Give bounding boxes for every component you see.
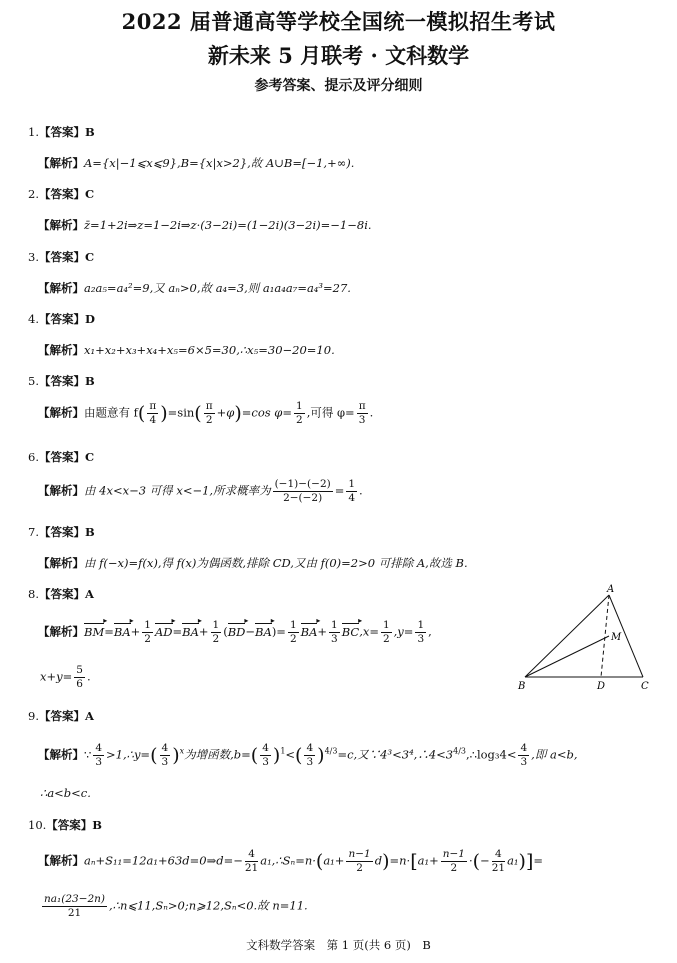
q7-answer: 7.【答案】B: [28, 525, 95, 539]
q5-answer: 5.【答案】B: [28, 374, 95, 388]
q1-explanation: 【解析】A={x|−1⩽x⩽9},B={x|x>2},故 A∪B=[−1,+∞).: [38, 156, 355, 170]
edge-ab: [525, 595, 609, 677]
q8-answer: 8.【答案】A: [28, 587, 94, 601]
q6-answer: 6.【答案】C: [28, 450, 95, 464]
q10-explanation-line2: $\frac{\text{na₁(23−2n)}}{21}$ ,∴n⩽11,Sₙ>0;n⩾12,Sₙ<0.故 n=11.: [44, 893, 308, 919]
exam-subtitle: 新未来 5 月联考 · 文科数学: [207, 43, 470, 68]
q8-explanation-line2: x+y= $\frac{5}{6}$ .: [40, 664, 91, 690]
q9-answer: 9.【答案】A: [28, 709, 94, 723]
triangle-figure: [515, 583, 655, 693]
label-d: D: [597, 681, 606, 692]
q2-explanation: 【解析】z̄=1+2i⇒z=1−2i⇒z·(3−2i)=(1−2i)(3−2i)=−1−8i.: [38, 218, 372, 232]
label-c: C: [641, 681, 649, 692]
document-type: 参考答案、提示及评分细则: [254, 78, 423, 94]
q8-explanation: 【解析】BM ▸=BA ▸+ $\frac{1}{2}$ AD ▸=BA ▸+ $\frac{1}{2}$ (BD ▸−BA ▸)= $\frac{1}{2}$ BA ▸+ $\frac{1}{3}$ BC ▸,x= $\frac{1}{2}$ ,y= $\frac{1}{3}$ ,: [38, 619, 432, 646]
q3-explanation: 【解析】a₂a₅=a₄²=9,又 aₙ>0,故 a₄=3,则 a₁a₄a₇=a₄³=27.: [38, 281, 351, 295]
q9-explanation: 【解析】∵ $\frac{4}{3}$ >1,∴y=( $\frac{4}{3}$ )$^x$为增函数,b=( $\frac{4}{3}$ )$^1$<( $\frac{4}{3}$ )$^{4/3}$=c,又$\because 4^3<3^4,\therefore 4<3^{4/3},\therefore\log_34<$ $\frac{4}{3}$ ,即 a<b,: [38, 742, 578, 768]
label-a: A: [607, 584, 615, 595]
q2-answer: 2.【答案】C: [28, 187, 95, 201]
q4-answer: 4.【答案】D: [28, 312, 95, 326]
q10-explanation: 【解析】aₙ+S₁₁=12a₁+63d=0⇒d=− $\frac{4}{21}$ a₁,∴Sₙ=n·(a₁+ $\frac{n-1}{2}$ d)=n·[a₁+ $\frac{n-1}{2}$ ·(− $\frac{4}{21}$ a₁)]=: [38, 848, 544, 874]
q3-answer: 3.【答案】C: [28, 250, 95, 264]
q6-explanation: 【解析】由 4x<x−3 可得 x<−1,所求概率为 $\frac{(-1)-(-2)}{2-(-2)}$ = $\frac{1}{4}$ .: [38, 478, 363, 504]
label-m: M: [611, 632, 622, 643]
q5-explanation: 【解析】由题意有 f( $\frac{\pi}{4}$ )=sin( $\frac{\pi}{2}$ +φ)=cos φ= $\frac{1}{2}$ ,可得 φ= $\frac{\pi}{3}$ .: [38, 400, 374, 426]
altitude-ad: [601, 595, 609, 677]
q4-explanation: 【解析】x₁+x₂+x₃+x₄+x₅=6×5=30,∴x₅=30−20=10.: [38, 343, 335, 357]
page-footer: 文科数学答案 第 1 页(共 6 页) B: [246, 938, 431, 952]
q9-explanation-line2: ∴a<b<c.: [40, 786, 91, 800]
q10-answer: 10.【答案】B: [28, 818, 103, 832]
label-b: B: [518, 681, 526, 692]
q7-explanation: 【解析】由 f(−x)=f(x),得 f(x)为偶函数,排除 CD,又由 f(0)=2>0 可排除 A,故选 B.: [38, 556, 468, 570]
q1-answer: 1.【答案】B: [28, 125, 95, 139]
segment-bm: [525, 636, 609, 677]
exam-title: 2022 届普通高等学校全国统一模拟招生考试: [121, 9, 556, 34]
